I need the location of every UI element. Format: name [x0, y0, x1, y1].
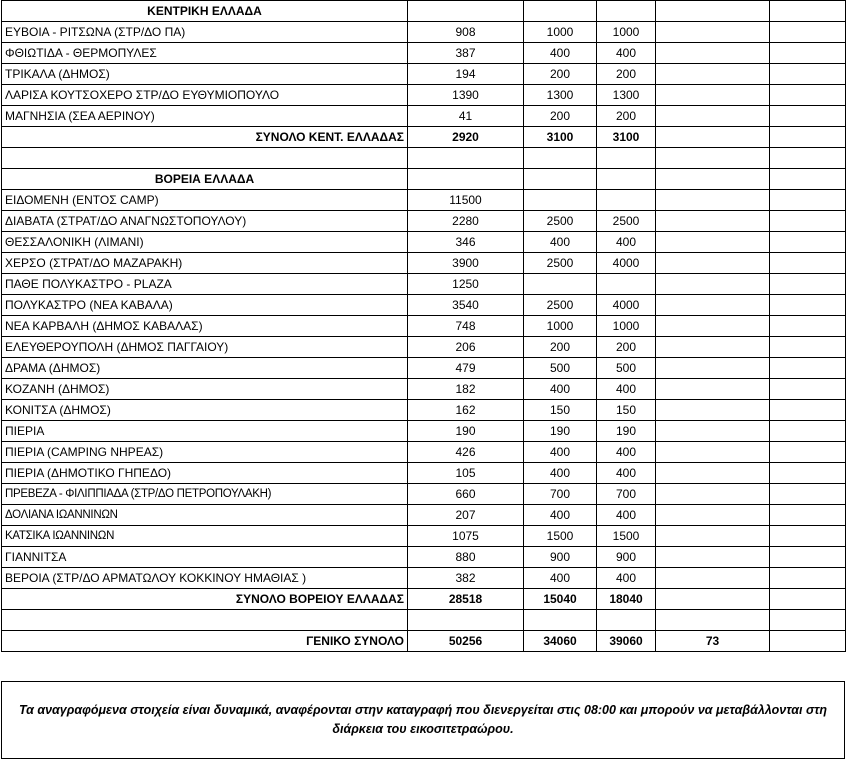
value-cell-1: 1390 — [408, 85, 524, 106]
value-cell-4 — [656, 64, 770, 85]
empty-cell — [770, 85, 846, 106]
empty-cell — [656, 148, 770, 169]
site-name-cell: ΚΟΝΙΤΣΑ (ΔΗΜΟΣ) — [2, 400, 408, 421]
value-cell-2: 34060 — [524, 631, 597, 652]
value-cell-2 — [524, 274, 597, 295]
site-name-cell: ΕΛΕΥΘΕΡΟΥΠΟΛΗ (ΔΗΜΟΣ ΠΑΓΓΑΙΟΥ) — [2, 337, 408, 358]
refugee-sites-table — [1, 0, 846, 652]
value-cell-1: 2280 — [408, 211, 524, 232]
value-cell-4 — [656, 127, 770, 148]
site-name-cell: ΣΥΝΟΛΟ ΚΕΝΤ. ΕΛΛΑΔΑΣ — [2, 127, 408, 148]
value-cell-1: 11500 — [408, 190, 524, 211]
empty-cell — [770, 211, 846, 232]
empty-cell — [770, 253, 846, 274]
empty-cell — [524, 1, 597, 22]
value-cell-1: 207 — [408, 505, 524, 526]
empty-cell — [770, 148, 846, 169]
empty-cell — [770, 316, 846, 337]
value-cell-4 — [656, 589, 770, 610]
empty-cell — [770, 484, 846, 505]
value-cell-4 — [656, 85, 770, 106]
value-cell-3: 400 — [597, 463, 656, 484]
site-name-cell: ΛΑΡΙΣΑ ΚΟΥΤΣΟΧΕΡΟ ΣΤΡ/ΔΟ ΕΥΘΥΜΙΟΠΟΥΛΟ — [2, 85, 408, 106]
site-name-cell: ΔΡΑΜΑ (ΔΗΜΟΣ) — [2, 358, 408, 379]
value-cell-3: 1000 — [597, 316, 656, 337]
value-cell-1: 194 — [408, 64, 524, 85]
grand-total-row — [2, 631, 846, 652]
empty-cell — [770, 127, 846, 148]
empty-cell — [770, 421, 846, 442]
site-name-cell: ΝΕΑ ΚΑΡΒΑΛΗ (ΔΗΜΟΣ ΚΑΒΑΛΑΣ) — [2, 316, 408, 337]
value-cell-1: 908 — [408, 22, 524, 43]
table-row — [2, 274, 846, 295]
value-cell-4 — [656, 43, 770, 64]
value-cell-4 — [656, 190, 770, 211]
table-row — [2, 547, 846, 568]
section-header-row — [2, 169, 846, 190]
empty-cell — [770, 400, 846, 421]
site-name-cell: ΠΟΛΥΚΑΣΤΡΟ (ΝΕΑ ΚΑΒΑΛΑ) — [2, 295, 408, 316]
value-cell-1: 182 — [408, 379, 524, 400]
value-cell-4 — [656, 547, 770, 568]
value-cell-2: 700 — [524, 484, 597, 505]
table-row — [2, 379, 846, 400]
table-row — [2, 43, 846, 64]
empty-cell — [2, 610, 408, 631]
value-cell-4 — [656, 442, 770, 463]
value-cell-1: 206 — [408, 337, 524, 358]
value-cell-4 — [656, 316, 770, 337]
table-row — [2, 295, 846, 316]
value-cell-4 — [656, 484, 770, 505]
value-cell-3: 2500 — [597, 211, 656, 232]
value-cell-1: 28518 — [408, 589, 524, 610]
value-cell-2: 200 — [524, 106, 597, 127]
site-name-cell: ΔΟΛΙΑΝΑ ΙΩΑΝΝΙΝΩΝ — [2, 505, 408, 526]
value-cell-3 — [597, 190, 656, 211]
value-cell-1: 3900 — [408, 253, 524, 274]
value-cell-2: 400 — [524, 442, 597, 463]
empty-cell — [770, 43, 846, 64]
value-cell-3: 400 — [597, 43, 656, 64]
value-cell-1: 880 — [408, 547, 524, 568]
table-row — [2, 358, 846, 379]
empty-cell — [597, 169, 656, 190]
table-row — [2, 484, 846, 505]
empty-cell — [770, 547, 846, 568]
value-cell-2: 400 — [524, 568, 597, 589]
empty-cell — [770, 568, 846, 589]
value-cell-4: 73 — [656, 631, 770, 652]
value-cell-2: 2500 — [524, 253, 597, 274]
value-cell-1: 2920 — [408, 127, 524, 148]
table-row — [2, 421, 846, 442]
value-cell-1: 387 — [408, 43, 524, 64]
table-row — [2, 106, 846, 127]
value-cell-3: 150 — [597, 400, 656, 421]
empty-cell — [770, 505, 846, 526]
section-header-row — [2, 1, 846, 22]
value-cell-4 — [656, 232, 770, 253]
value-cell-1: 105 — [408, 463, 524, 484]
site-name-cell: ΕΥΒΟΙΑ - ΡΙΤΣΩΝΑ (ΣΤΡ/ΔΟ ΠΑ) — [2, 22, 408, 43]
value-cell-2: 400 — [524, 379, 597, 400]
value-cell-4 — [656, 463, 770, 484]
value-cell-3: 400 — [597, 379, 656, 400]
value-cell-3: 400 — [597, 568, 656, 589]
empty-cell — [770, 64, 846, 85]
empty-cell — [770, 589, 846, 610]
value-cell-3: 39060 — [597, 631, 656, 652]
value-cell-4 — [656, 22, 770, 43]
empty-cell — [770, 1, 846, 22]
empty-cell — [770, 526, 846, 547]
table-row — [2, 463, 846, 484]
value-cell-3: 900 — [597, 547, 656, 568]
value-cell-2: 500 — [524, 358, 597, 379]
value-cell-2: 150 — [524, 400, 597, 421]
value-cell-2: 2500 — [524, 211, 597, 232]
value-cell-2: 2500 — [524, 295, 597, 316]
value-cell-2: 3100 — [524, 127, 597, 148]
empty-cell — [770, 379, 846, 400]
value-cell-4 — [656, 421, 770, 442]
empty-cell — [2, 148, 408, 169]
site-name-cell: ΠΙΕΡΙΑ (ΔΗΜΟΤΙΚΟ ΓΗΠΕΔΟ) — [2, 463, 408, 484]
empty-cell — [770, 442, 846, 463]
table-row — [2, 232, 846, 253]
value-cell-1: 426 — [408, 442, 524, 463]
site-name-cell: ΕΙΔΟΜΕΝΗ (ΕΝΤΟΣ CAMP) — [2, 190, 408, 211]
table-row — [2, 253, 846, 274]
value-cell-2: 200 — [524, 337, 597, 358]
empty-cell — [597, 610, 656, 631]
table-row — [2, 316, 846, 337]
value-cell-4 — [656, 526, 770, 547]
value-cell-4 — [656, 106, 770, 127]
site-name-cell: ΓΕΝΙΚΟ ΣΥΝΟΛΟ — [2, 631, 408, 652]
value-cell-1: 190 — [408, 421, 524, 442]
table-row — [2, 22, 846, 43]
value-cell-2: 900 — [524, 547, 597, 568]
site-name-cell: ΓΙΑΝΝΙΤΣΑ — [2, 547, 408, 568]
value-cell-3: 1500 — [597, 526, 656, 547]
empty-cell — [656, 1, 770, 22]
value-cell-4 — [656, 379, 770, 400]
site-name-cell: ΘΕΣΣΑΛΟΝΙΚΗ (ΛΙΜΑΝΙ) — [2, 232, 408, 253]
value-cell-2: 15040 — [524, 589, 597, 610]
site-name-cell: ΠΑΘΕ ΠΟΛΥΚΑΣΤΡΟ - PLAZA — [2, 274, 408, 295]
value-cell-3 — [597, 274, 656, 295]
value-cell-1: 3540 — [408, 295, 524, 316]
site-name-cell: ΚΑΤΣΙΚΑ ΙΩΑΝΝΙΝΩΝ — [2, 526, 408, 547]
value-cell-1: 660 — [408, 484, 524, 505]
section-title: ΚΕΝΤΡΙΚΗ ΕΛΛΑΔΑ — [2, 1, 408, 22]
value-cell-3: 18040 — [597, 589, 656, 610]
value-cell-1: 1075 — [408, 526, 524, 547]
value-cell-1: 748 — [408, 316, 524, 337]
site-name-cell: ΤΡΙΚΑΛΑ (ΔΗΜΟΣ) — [2, 64, 408, 85]
empty-cell — [770, 463, 846, 484]
value-cell-3: 1000 — [597, 22, 656, 43]
value-cell-2: 1300 — [524, 85, 597, 106]
empty-cell — [770, 169, 846, 190]
empty-cell — [408, 1, 524, 22]
site-name-cell: ΦΘΙΩΤΙΔΑ - ΘΕΡΜΟΠΥΛΕΣ — [2, 43, 408, 64]
value-cell-2: 1000 — [524, 22, 597, 43]
empty-cell — [770, 22, 846, 43]
table-row — [2, 505, 846, 526]
value-cell-2: 400 — [524, 232, 597, 253]
value-cell-3: 4000 — [597, 253, 656, 274]
site-name-cell: ΠΙΕΡΙΑ — [2, 421, 408, 442]
site-name-cell: ΒΕΡΟΙΑ (ΣΤΡ/ΔΟ ΑΡΜΑΤΩΛΟΥ ΚΟΚΚΙΝΟΥ ΗΜΑΘΙΑΣ ) — [2, 568, 408, 589]
value-cell-1: 162 — [408, 400, 524, 421]
value-cell-4 — [656, 505, 770, 526]
table-row — [2, 526, 846, 547]
table-row — [2, 568, 846, 589]
value-cell-4 — [656, 211, 770, 232]
spacer-row — [2, 148, 846, 169]
value-cell-2: 190 — [524, 421, 597, 442]
value-cell-1: 479 — [408, 358, 524, 379]
value-cell-4 — [656, 253, 770, 274]
site-name-cell: ΚΟΖΑΝΗ (ΔΗΜΟΣ) — [2, 379, 408, 400]
table-row — [2, 211, 846, 232]
empty-cell — [524, 610, 597, 631]
value-cell-4 — [656, 400, 770, 421]
table-row — [2, 190, 846, 211]
value-cell-3: 400 — [597, 442, 656, 463]
footnote: Τα αναγραφόμενα στοιχεία είναι δυναμικά, αναφέρονται στην καταγραφή που διενεργείται στις 08:00 και μπορούν να μεταβάλλονται στη διάρκεια του εικοσιτετραώρου. — [1, 681, 845, 759]
value-cell-2: 400 — [524, 505, 597, 526]
site-name-cell: ΧΕΡΣΟ (ΣΤΡΑΤ/ΔΟ ΜΑΖΑΡΑΚΗ) — [2, 253, 408, 274]
value-cell-3: 500 — [597, 358, 656, 379]
empty-cell — [408, 610, 524, 631]
table-row — [2, 64, 846, 85]
empty-cell — [597, 1, 656, 22]
site-name-cell: ΔΙΑΒΑΤΑ (ΣΤΡΑΤ/ΔΟ ΑΝΑΓΝΩΣΤΟΠΟΥΛΟΥ) — [2, 211, 408, 232]
spacer-row — [2, 610, 846, 631]
value-cell-1: 382 — [408, 568, 524, 589]
value-cell-3: 190 — [597, 421, 656, 442]
value-cell-4 — [656, 568, 770, 589]
site-name-cell: ΣΥΝΟΛΟ ΒΟΡΕΙΟΥ ΕΛΛΑΔΑΣ — [2, 589, 408, 610]
site-name-cell: ΠΡΕΒΕΖΑ - ΦΙΛΙΠΠΙΑΔΑ (ΣΤΡ/ΔΟ ΠΕΤΡΟΠΟΥΛΑΚΗ) — [2, 484, 408, 505]
empty-cell — [770, 190, 846, 211]
subtotal-row — [2, 127, 846, 148]
subtotal-row — [2, 589, 846, 610]
value-cell-3: 4000 — [597, 295, 656, 316]
empty-cell — [408, 169, 524, 190]
value-cell-1: 346 — [408, 232, 524, 253]
value-cell-1: 50256 — [408, 631, 524, 652]
empty-cell — [770, 106, 846, 127]
empty-cell — [770, 274, 846, 295]
empty-cell — [770, 610, 846, 631]
value-cell-1: 41 — [408, 106, 524, 127]
value-cell-4 — [656, 295, 770, 316]
value-cell-4 — [656, 337, 770, 358]
empty-cell — [770, 631, 846, 652]
value-cell-3: 400 — [597, 232, 656, 253]
table-row — [2, 85, 846, 106]
empty-cell — [770, 295, 846, 316]
value-cell-3: 200 — [597, 64, 656, 85]
empty-cell — [656, 169, 770, 190]
empty-cell — [408, 148, 524, 169]
value-cell-3: 200 — [597, 337, 656, 358]
empty-cell — [524, 148, 597, 169]
value-cell-4 — [656, 358, 770, 379]
empty-cell — [770, 358, 846, 379]
site-name-cell: ΜΑΓΝΗΣΙΑ (ΣΕΑ ΑΕΡΙΝΟΥ) — [2, 106, 408, 127]
table-row — [2, 337, 846, 358]
site-name-cell: ΠΙΕΡΙΑ (CAMPING ΝΗΡΕΑΣ) — [2, 442, 408, 463]
table-body — [2, 1, 846, 652]
value-cell-2: 400 — [524, 43, 597, 64]
value-cell-2: 200 — [524, 64, 597, 85]
value-cell-3: 1300 — [597, 85, 656, 106]
table-row — [2, 400, 846, 421]
value-cell-3: 700 — [597, 484, 656, 505]
value-cell-2: 1000 — [524, 316, 597, 337]
value-cell-2: 400 — [524, 463, 597, 484]
table-row — [2, 442, 846, 463]
empty-cell — [524, 169, 597, 190]
section-title: ΒΟΡΕΙΑ ΕΛΛΑΔΑ — [2, 169, 408, 190]
value-cell-3: 200 — [597, 106, 656, 127]
value-cell-2: 1500 — [524, 526, 597, 547]
empty-cell — [770, 232, 846, 253]
value-cell-2 — [524, 190, 597, 211]
value-cell-3: 400 — [597, 505, 656, 526]
value-cell-4 — [656, 274, 770, 295]
empty-cell — [770, 337, 846, 358]
empty-cell — [656, 610, 770, 631]
value-cell-1: 1250 — [408, 274, 524, 295]
empty-cell — [597, 148, 656, 169]
value-cell-3: 3100 — [597, 127, 656, 148]
